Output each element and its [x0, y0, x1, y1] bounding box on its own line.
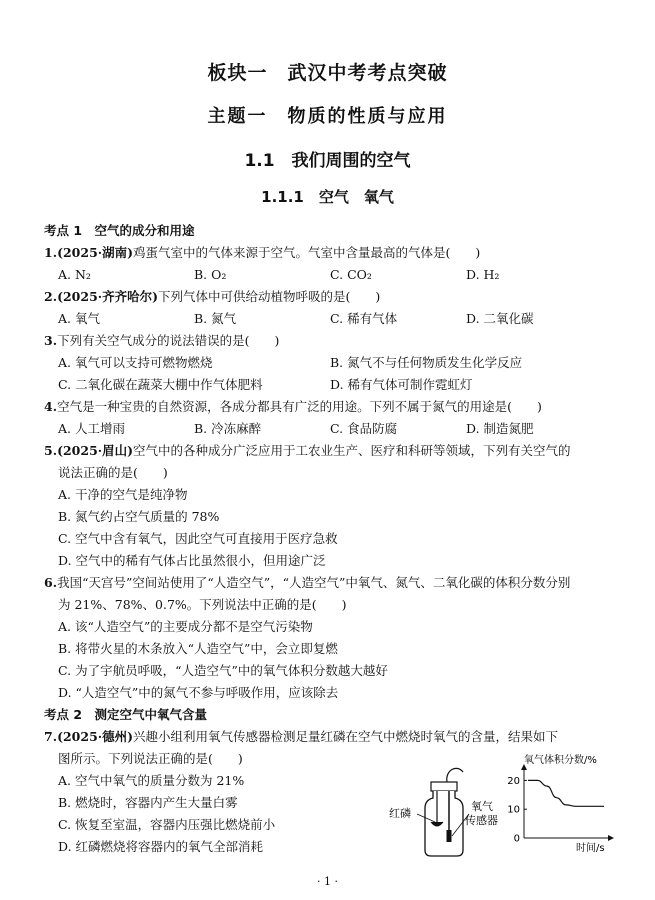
question-6-stem-cont: 为 21%、78%、0.7%。下列说法中正确的是( ): [58, 597, 347, 612]
option[interactable]: D. 二氧化碳: [466, 311, 534, 326]
question-3-stem: 3.下列有关空气成分的说法错误的是( ): [44, 333, 280, 348]
option[interactable]: A. 干净的空气是纯净物: [58, 487, 188, 502]
option[interactable]: D. 空气中的稀有气体占比虽然很小，但用途广泛: [58, 553, 326, 568]
option[interactable]: A. 人工增雨: [58, 421, 125, 436]
flask-icon: [425, 791, 463, 856]
question-2-options: [44, 308, 616, 330]
option[interactable]: C. 空气中含有氧气，因此空气可直接用于医疗急救: [58, 531, 338, 546]
apparatus-figure: [385, 760, 515, 865]
option[interactable]: C. 为了宇航员呼吸，“人造空气”中的氧气体积分数越大越好: [58, 663, 388, 678]
section-title: 1.1.1 空气 氧气: [261, 188, 394, 206]
series-line: [528, 780, 604, 806]
option[interactable]: C. 稀有气体: [330, 311, 398, 326]
option[interactable]: C. 恢复至室温，容器内压强比燃烧前小: [58, 817, 276, 832]
option[interactable]: B. 燃烧时，容器内产生大量白雾: [58, 795, 238, 810]
option[interactable]: D. H₂: [466, 267, 500, 282]
option[interactable]: D. “人造空气”中的氮气不参与呼吸作用，应该除去: [58, 685, 339, 700]
option[interactable]: A. N₂: [58, 267, 91, 282]
question-2-stem: 2.(2025·齐齐哈尔)下列气体中可供给动植物呼吸的是( ): [44, 289, 381, 304]
option[interactable]: C. CO₂: [330, 267, 372, 282]
question-4-options: [44, 418, 616, 440]
question-3-options-cd: [44, 374, 616, 396]
option[interactable]: C. 二氧化碳在蔬菜大棚中作气体肥料: [58, 377, 263, 392]
option[interactable]: D. 稀有气体可制作霓虹灯: [330, 377, 473, 392]
question-5-stem: 5.(2025·眉山)空气中的各种成分广泛应用于工农业生产、医疗和科研等领域，下列有关空气的: [44, 443, 571, 458]
sensor-tip: [447, 830, 452, 842]
sensor-label-1: 氧气: [471, 800, 493, 813]
question-1-stem: 1.(2025·湖南)鸡蛋气室中的气体来源于空气。气室中含量最高的气体是( ): [44, 245, 481, 260]
option[interactable]: B. 氮气: [194, 311, 237, 326]
page-number: · 1 ·: [317, 875, 338, 888]
x-axis-arrow: [608, 835, 614, 841]
question-4-stem: 4.空气是一种宝贵的自然资源，各成分都具有广泛的用途。下列不属于氮气的用途是( ): [44, 399, 542, 414]
y-tick-label: 10: [507, 804, 520, 816]
option[interactable]: A. 该“人造空气”的主要成分都不是空气污染物: [58, 619, 313, 634]
option[interactable]: D. 红磷燃烧将容器内的氧气全部消耗: [58, 839, 264, 854]
block-title: 板块一 武汉中考考点突破: [207, 62, 448, 84]
question-5-stem-cont: 说法正确的是( ): [58, 465, 168, 480]
y-tick-label: 20: [507, 775, 520, 787]
oxygen-chart: [500, 752, 618, 852]
chapter-title: 1.1 我们周围的空气: [244, 151, 411, 171]
option[interactable]: D. 制造氮肥: [466, 421, 534, 436]
question-6-stem: 6.我国“天宫号”空间站使用了“人造空气”，“人造空气”中氧气、氮气、二氧化碳的体积分数分别: [44, 575, 571, 590]
option[interactable]: C. 食品防腐: [330, 421, 398, 436]
red-phosphorus-label: 红磷: [389, 807, 411, 820]
option[interactable]: A. 氧气: [58, 311, 100, 326]
option[interactable]: A. 氧气可以支持可燃物燃烧: [58, 355, 213, 370]
y-axis-label: 氧气体积分数/%: [524, 755, 597, 766]
stopper: [431, 782, 457, 791]
option[interactable]: B. 将带火星的木条放入“人造空气”中，会立即复燃: [58, 641, 338, 656]
option[interactable]: B. 氮气不与任何物质发生化学反应: [330, 355, 523, 370]
point-heading-2: 考点 2 测定空气中氧气含量: [44, 707, 208, 722]
sensor-cable: [447, 768, 463, 782]
option[interactable]: B. 冷冻麻醉: [194, 421, 262, 436]
x-axis-label: 时间/s: [576, 843, 605, 852]
sensor-label-2: 传感器: [465, 814, 498, 827]
option[interactable]: B. 氮气约占空气质量的 78%: [58, 509, 220, 524]
question-3-options-ab: [44, 352, 616, 374]
option[interactable]: A. 空气中氧气的质量分数为 21%: [58, 773, 245, 788]
y-tick-label: 0: [513, 833, 520, 845]
option[interactable]: B. O₂: [194, 267, 227, 282]
theme-title: 主题一 物质的性质与应用: [207, 106, 448, 127]
question-7-stem-cont: 图所示。下列说法正确的是( ): [58, 751, 243, 766]
point-heading-1: 考点 1 空气的成分和用途: [44, 223, 195, 238]
question-1-options: [44, 264, 616, 286]
question-7-stem: 7.(2025·德州)兴趣小组利用氧气传感器检测足量红磷在空气中燃烧时氧气的含量，结果如下: [44, 729, 559, 744]
